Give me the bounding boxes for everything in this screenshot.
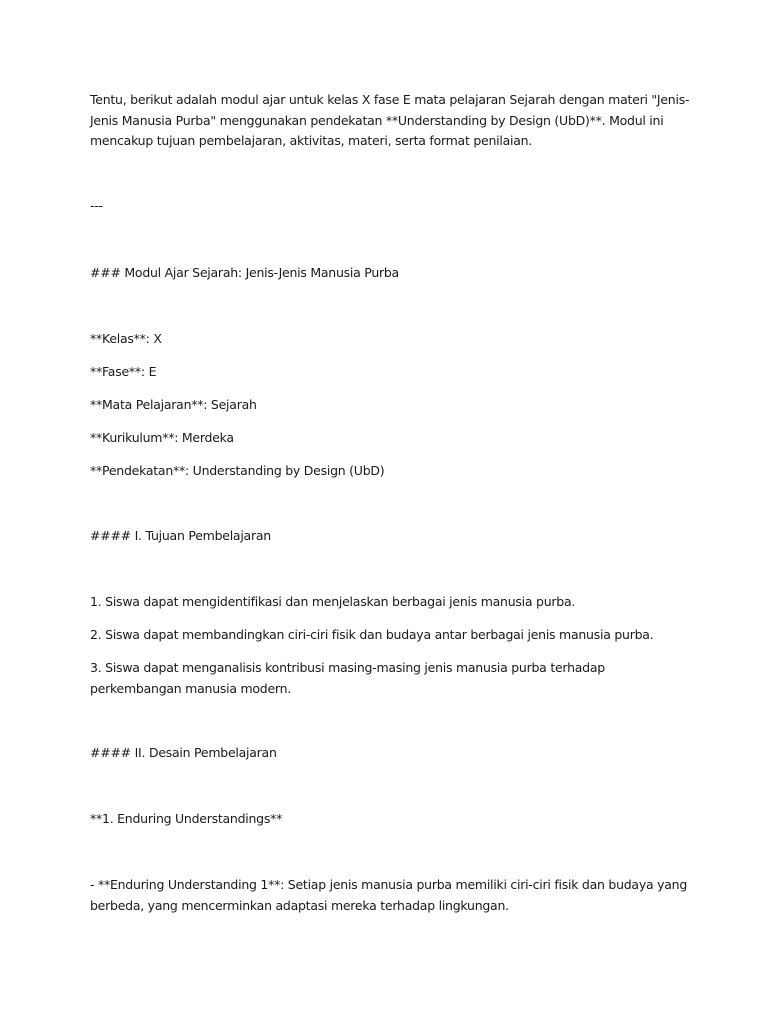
objective-item: 3. Siswa dapat menganalisis kontribusi masing-masing jenis manusia purba terhadap perkembangan manusia modern. xyxy=(90,660,609,696)
enduring-understanding-item: - **Enduring Understanding 1**: Setiap jenis manusia purba memiliki ciri-ciri fisik dan budaya yang berbeda, yang mencerminkan adaptasi mereka terhadap lingkungan. xyxy=(90,877,691,913)
meta-pendekatan: **Pendekatan**: Understanding by Design (UbD) xyxy=(90,463,385,478)
objective-item: 1. Siswa dapat mengidentifikasi dan menjelaskan berbagai jenis manusia purba. xyxy=(90,594,576,609)
section-heading-tujuan: #### I. Tujuan Pembelajaran xyxy=(90,528,271,543)
subheading-enduring-understandings: **1. Enduring Understandings** xyxy=(90,811,283,826)
meta-kelas: **Kelas**: X xyxy=(90,331,162,346)
meta-mata-pelajaran: **Mata Pelajaran**: Sejarah xyxy=(90,397,257,412)
section-heading-desain: #### II. Desain Pembelajaran xyxy=(90,745,277,760)
intro-paragraph: Tentu, berikut adalah modul ajar untuk kelas X fase E mata pelajaran Sejarah dengan materi "Jenis-Jenis Manusia Purba" menggunakan pendekatan **Understanding by Design (UbD)**. Modul ini mencakup tujuan pembelajaran, aktivitas, materi, serta format penilaian. xyxy=(90,92,690,148)
meta-fase: **Fase**: E xyxy=(90,364,157,379)
objective-item: 2. Siswa dapat membandingkan ciri-ciri fisik dan budaya antar berbagai jenis manusia purba. xyxy=(90,627,654,642)
separator: --- xyxy=(90,198,103,213)
meta-kurikulum: **Kurikulum**: Merdeka xyxy=(90,430,234,445)
module-title: ### Modul Ajar Sejarah: Jenis-Jenis Manusia Purba xyxy=(90,265,399,280)
